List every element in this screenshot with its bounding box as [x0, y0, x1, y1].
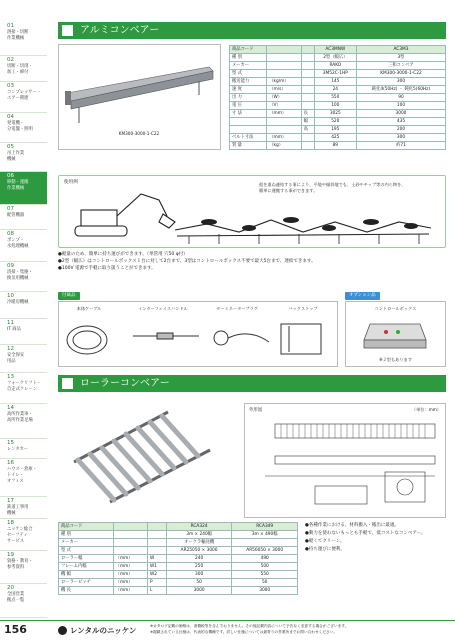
table-cell: （mm）	[113, 587, 147, 595]
table-cell: 3025	[314, 110, 356, 118]
table-cell: ローラー幅	[59, 555, 114, 563]
table-cell: 約71	[356, 142, 445, 150]
unit-label: （単位：mm）	[411, 407, 441, 412]
sidebar-item-label: ニッケン総合	[7, 527, 33, 532]
table-row	[230, 142, 446, 150]
sidebar-item-label: 作業機械	[7, 186, 25, 191]
table-cell: 89	[314, 142, 356, 150]
sidebar-item[interactable]	[0, 497, 47, 519]
table-cell	[267, 54, 301, 62]
table-cell	[267, 62, 301, 70]
title-square-icon	[62, 25, 73, 36]
table-cell: RCA324	[166, 523, 232, 531]
table-cell	[301, 78, 314, 86]
footer-notes	[150, 623, 450, 635]
table-cell: 3m × 240幅	[166, 531, 232, 539]
table-row	[230, 70, 446, 78]
table-cell: W	[148, 555, 167, 563]
table-cell: 速 度	[230, 86, 267, 94]
table-cell: 100	[314, 102, 356, 110]
sidebar-item-label: 溶接・切断	[7, 30, 29, 35]
sidebar-item[interactable]	[0, 143, 47, 172]
table-cell: 機 長	[59, 587, 114, 595]
table-cell: 機 幅	[59, 571, 114, 579]
sidebar-item-number: 07	[7, 206, 14, 212]
table-row	[230, 62, 446, 70]
table-cell: 300	[166, 571, 232, 579]
table-cell: RAKO	[314, 62, 356, 70]
page-number: 156	[4, 623, 27, 636]
table-row	[230, 110, 446, 118]
table-cell: 200	[356, 126, 445, 134]
table-row	[59, 539, 298, 547]
table-cell: W1	[148, 563, 167, 571]
brand	[58, 625, 136, 636]
sidebar-item-label: 冷暖房機械	[7, 300, 29, 305]
table-cell: AR25050 × 3000	[166, 547, 232, 555]
sidebar-item-label: オフィス	[7, 479, 24, 484]
sidebar-item-label: 安全保安	[7, 353, 25, 358]
sidebar-item-label: ハウス・倉庫・	[7, 467, 37, 472]
feature-item: ●各種作業における、材料搬入・搬出に最適。	[305, 523, 399, 528]
table-cell: 240	[166, 555, 232, 563]
feature-item: ●軽量のため、簡単に持ち運びができます。（単管用 穴50 φ付）	[58, 252, 188, 257]
footer-note: ※カタログ記載の価格は、消費税等を含んでおりません。その他記載内容について予告なく変更する場合がございます。	[150, 624, 349, 628]
sidebar-item-label: 吊上作業	[7, 151, 25, 156]
table-cell: 3000	[166, 587, 232, 595]
usage-illustration	[59, 176, 445, 247]
usage-box	[58, 175, 446, 248]
sidebar-item[interactable]	[0, 551, 47, 584]
sidebar-item-number: 10	[7, 293, 14, 299]
table-cell: 寸 法	[230, 110, 267, 118]
sidebar-item[interactable]	[0, 205, 47, 230]
table-cell: 三和コンベア	[356, 62, 445, 70]
sidebar-item-number: 20	[7, 585, 14, 591]
table-row	[59, 563, 298, 571]
table-cell: AC3MNW	[314, 46, 356, 54]
sidebar-item-number: 05	[7, 144, 14, 150]
table-row	[230, 134, 446, 142]
sidebar-item-number: 06	[7, 173, 14, 179]
sidebar-item-number: 11	[7, 320, 14, 326]
sidebar-item-number: 04	[7, 114, 14, 120]
table-cell: 3000	[356, 110, 445, 118]
table-cell: フレーム内幅	[59, 563, 114, 571]
table-row	[230, 46, 446, 54]
table-cell: （mm）	[267, 110, 301, 118]
sidebar-item[interactable]	[0, 519, 47, 551]
table-cell: 2型（幅広）	[314, 54, 356, 62]
option-note: ※２型もあります	[379, 357, 412, 362]
drawing-label: 外形図	[249, 408, 263, 413]
sidebar-item-label: コンプレッサー・	[7, 90, 42, 95]
sidebar-item[interactable]	[0, 345, 47, 373]
sidebar-item-number: 09	[7, 263, 14, 269]
table-cell	[301, 46, 314, 54]
sidebar-item-number: 08	[7, 231, 14, 237]
sidebar-item-label: 作業機械	[7, 36, 25, 41]
table-cell	[267, 46, 301, 54]
table-cell: オークラ輸送機	[166, 539, 232, 547]
table-cell	[113, 539, 147, 547]
sidebar-item-label: 自走式クレーン	[7, 387, 37, 392]
section-title-bar	[58, 375, 446, 392]
sidebar-item-number: 19	[7, 552, 14, 558]
table-cell	[148, 523, 167, 531]
table-cell: （mm）	[113, 579, 147, 587]
table-cell: 300	[356, 134, 445, 142]
section-title: ローラーコンベアー	[80, 378, 170, 389]
sidebar-item-label: 切断・切削・	[7, 64, 33, 69]
table-cell: 3M52C-1HP	[314, 70, 356, 78]
table-cell: 質 量	[230, 142, 267, 150]
sidebar	[0, 0, 47, 618]
table-cell: P	[148, 579, 167, 587]
section-title: アルミコンベアー	[80, 25, 160, 36]
table-cell: 高	[301, 126, 314, 134]
table-cell	[230, 126, 267, 134]
table-cell: （mm）	[267, 134, 301, 142]
sidebar-item-number: 01	[7, 23, 14, 29]
sidebar-item-label: セーフティ	[7, 533, 28, 538]
accessories-illustration	[59, 314, 337, 368]
table-cell: W2	[148, 571, 167, 579]
table-cell: 490	[232, 555, 298, 563]
accessory-label: ターミネータープラグ	[216, 306, 258, 311]
table-row	[59, 523, 298, 531]
accessory-label: バックストップ	[288, 306, 318, 311]
table-row	[59, 587, 298, 595]
table-cell: 種 別	[230, 54, 267, 62]
table-cell: （V）	[267, 102, 301, 110]
accessory-label: インターフェイスハンドル	[138, 306, 188, 311]
sidebar-item-label: 参考資料	[7, 565, 25, 570]
table-cell: 250	[166, 563, 232, 571]
sidebar-item[interactable]	[0, 584, 47, 618]
table-cell: 100	[356, 102, 445, 110]
outline-drawing-box	[244, 403, 446, 518]
sidebar-item-label: IT 商品	[7, 327, 21, 332]
sidebar-item-label: 分電盤・照明	[7, 127, 33, 132]
table-cell: KM300-3000-1-C22	[356, 70, 445, 78]
feature-item: ●動力を使わないもっとも手軽で、低コストなコンベアー。	[305, 531, 426, 536]
table-row	[230, 94, 446, 102]
roller-conveyor-image	[58, 398, 221, 518]
table-cell: 195	[314, 126, 356, 134]
sidebar-item-label: 配管機器	[7, 213, 25, 218]
footer	[0, 618, 455, 644]
table-cell	[148, 531, 167, 539]
table-cell: 搬送能力	[230, 78, 267, 86]
sidebar-item[interactable]	[0, 373, 47, 404]
table-cell	[301, 94, 314, 102]
table-cell: （kg）	[267, 142, 301, 150]
table-cell: 3型	[356, 54, 445, 62]
table-cell: 300	[356, 78, 445, 86]
roller-conveyor-photo	[58, 398, 221, 518]
table-cell: （mm）	[113, 555, 147, 563]
sidebar-item[interactable]	[0, 230, 47, 262]
sidebar-item-label: 加工・締付	[7, 70, 29, 75]
table-cell: 435	[356, 118, 445, 126]
table-cell: 出 力	[230, 94, 267, 102]
sidebar-item-number: 12	[7, 346, 14, 352]
table-cell: 145	[314, 78, 356, 86]
table-cell: 種 別	[59, 531, 114, 539]
sidebar-item-label: 清掃・集塵・	[7, 270, 33, 275]
sidebar-item[interactable]	[0, 292, 47, 319]
table-row	[59, 579, 298, 587]
table-cell	[301, 102, 314, 110]
sidebar-item-label: 高所作業足場	[7, 418, 33, 423]
usage-note-line: 簡単に運搬する事ができます。	[259, 188, 318, 193]
usage-note-line: 殻を重ね連結する事により、平地や傾斜地でも、土砂やチップ等の内ら物を、	[259, 182, 406, 187]
accessory-label: 本体ケーブル	[76, 306, 102, 311]
sidebar-item-number: 17	[7, 498, 14, 504]
table-row	[230, 78, 446, 86]
sidebar-item-number: 13	[7, 374, 14, 380]
table-cell: 50	[232, 579, 298, 587]
table-cell	[301, 86, 314, 94]
sidebar-item[interactable]	[0, 319, 47, 345]
sidebar-item-label: 拠点一覧	[7, 598, 25, 603]
conveyor-photo	[58, 44, 221, 150]
table-cell: （mm）	[113, 563, 147, 571]
sidebar-item-label: 全国営業	[7, 592, 25, 597]
table-row	[230, 126, 446, 134]
table-cell	[113, 547, 147, 555]
option-label: コントロールボックス	[374, 306, 417, 311]
table-cell: 長	[301, 110, 314, 118]
table-cell: RCA349	[232, 523, 298, 531]
table-cell: 500	[232, 563, 298, 571]
table-cell: （W）	[267, 94, 301, 102]
sidebar-item[interactable]	[0, 262, 47, 292]
sidebar-item-number: 15	[7, 440, 14, 446]
table-cell	[267, 126, 301, 134]
sidebar-item-label: エアー関連	[7, 96, 29, 101]
table-cell: メーカー	[59, 539, 114, 547]
roller-spec-table	[58, 522, 298, 595]
feature-item: ●軽くてクリーン。	[305, 539, 345, 544]
table-cell: 550	[232, 571, 298, 579]
table-cell	[301, 62, 314, 70]
table-cell	[301, 70, 314, 78]
control-box-illustration	[346, 314, 445, 354]
sidebar-item[interactable]	[0, 439, 47, 459]
table-cell: （m/s）	[267, 86, 301, 94]
sidebar-item-label: フォークリフト・	[7, 381, 42, 386]
table-cell: L	[148, 587, 167, 595]
table-row	[59, 555, 298, 563]
table-cell	[148, 547, 167, 555]
sidebar-item[interactable]	[0, 404, 47, 439]
table-cell: 商品コード	[59, 523, 114, 531]
outline-drawing	[245, 416, 445, 516]
sidebar-item-label: 機械	[7, 511, 16, 516]
feature-item: ●持ち運びに便利。	[305, 547, 345, 552]
table-row	[230, 54, 446, 62]
table-cell: AR50050 × 3000	[232, 547, 298, 555]
sidebar-item-label: 用品	[7, 359, 16, 364]
table-cell	[267, 118, 301, 126]
table-cell: 鈍化4(50Hz) ・ 鈍化5(60Hz)	[356, 86, 445, 94]
sidebar-item[interactable]	[0, 459, 47, 497]
table-cell: （mm）	[113, 571, 147, 579]
table-cell: 3m × 490幅	[232, 531, 298, 539]
table-cell	[148, 539, 167, 547]
sidebar-item-number: 02	[7, 57, 14, 63]
brand-name: レンタルのニッケン	[70, 626, 137, 635]
table-cell: 550	[314, 94, 356, 102]
table-cell: （kg/m）	[267, 78, 301, 86]
table-cell: 商品コード	[230, 46, 267, 54]
sidebar-item[interactable]	[0, 82, 47, 113]
title-square-icon	[62, 378, 73, 389]
sidebar-item-label: 移動・運搬	[7, 180, 29, 185]
table-row	[59, 571, 298, 579]
table-row	[230, 86, 446, 94]
sidebar-item[interactable]	[0, 56, 47, 82]
sidebar-item-label: 資格・教育・	[7, 559, 33, 564]
sidebar-item-label: 発電機・	[7, 121, 25, 126]
usage-label: 使用例	[64, 180, 78, 185]
footer-note: ※掲載されている仕様は、代表的な機種です。詳しい仕様については最寄りの営業所までお問い合わせください。	[150, 630, 338, 634]
sidebar-item-label: 高所作業車・	[7, 412, 33, 417]
sidebar-item-label: 機械	[7, 157, 16, 162]
table-cell: 型 式	[230, 70, 267, 78]
table-row	[230, 102, 446, 110]
table-cell	[230, 118, 267, 126]
option-box	[345, 301, 446, 367]
section-title-bar	[58, 22, 446, 39]
table-row	[59, 531, 298, 539]
sidebar-item-label: トイレ・	[7, 473, 24, 478]
table-cell	[301, 142, 314, 150]
accessories-tag: 付属品	[58, 292, 80, 300]
feature-item: ●2型（幅広）はコントロールボックス１台に対して2台まで、3型はコントロールボックス不要で最大5台まで、連結できます。	[58, 259, 316, 264]
sidebar-item[interactable]	[0, 172, 47, 205]
sidebar-item-label: サービス	[7, 539, 25, 544]
photo-caption: KM300-3000-1-C22	[118, 131, 160, 136]
sidebar-item[interactable]	[0, 22, 47, 56]
table-cell: 50	[166, 579, 232, 587]
table-row	[59, 547, 298, 555]
feature-list	[58, 251, 448, 272]
table-cell: 型 式	[59, 547, 114, 555]
table-cell: 幅	[301, 118, 314, 126]
spec-table	[229, 45, 446, 150]
table-cell: 520	[314, 118, 356, 126]
table-cell	[301, 134, 314, 142]
table-cell: AC3M3	[356, 46, 445, 54]
table-cell: ベルト寸法	[230, 134, 267, 142]
brand-logo-icon	[58, 626, 67, 635]
table-cell: 電 圧	[230, 102, 267, 110]
sidebar-item-label: 換気用機械	[7, 276, 29, 281]
accessories-box	[58, 301, 338, 367]
sidebar-item-number: 14	[7, 405, 14, 411]
sidebar-item-number: 18	[7, 520, 14, 526]
table-cell: 425	[314, 134, 356, 142]
feature-item: ●100V 電源で手軽に取り扱うことができます。	[58, 266, 156, 271]
sidebar-item-label: レンタカー	[7, 447, 29, 452]
table-cell: 24	[314, 86, 356, 94]
table-cell	[267, 70, 301, 78]
table-cell: 3000	[232, 587, 298, 595]
table-cell: メーカー	[230, 62, 267, 70]
roller-feature-list	[305, 522, 447, 554]
table-cell	[113, 531, 147, 539]
sidebar-item-label: 水処理機械	[7, 244, 29, 249]
table-cell: ローラーピッチ	[59, 579, 114, 587]
table-cell	[301, 54, 314, 62]
table-row	[230, 118, 446, 126]
table-cell: 90	[356, 94, 445, 102]
sidebar-item-label: ポンプ・	[7, 238, 25, 243]
sidebar-item[interactable]	[0, 113, 47, 143]
table-cell	[113, 523, 147, 531]
table-cell	[232, 539, 298, 547]
sidebar-item-label: 鉄道工事用	[7, 505, 29, 510]
option-tag: オプション品	[345, 292, 380, 300]
sidebar-item-number: 03	[7, 83, 14, 89]
sidebar-item-number: 16	[7, 460, 14, 466]
